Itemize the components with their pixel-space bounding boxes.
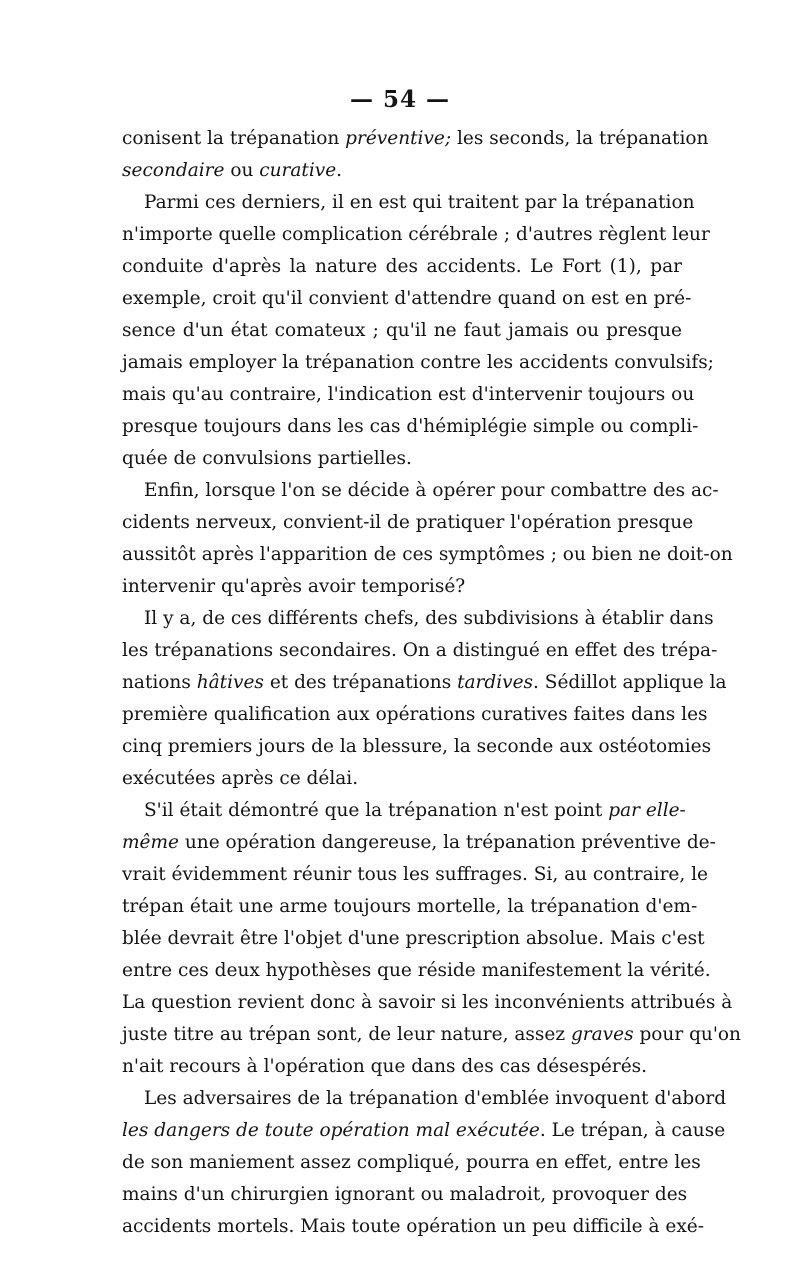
text-line: Parmi ces derniers, il en est qui traitent par la trépanation bbox=[144, 192, 695, 213]
text-line: Il y a, de ces différents chefs, des subdivisions à établir dans bbox=[144, 608, 714, 629]
text-line: exécutées après ce délai. bbox=[122, 768, 359, 789]
text-line: aussitôt après l'apparition de ces symptômes ; ou bien ne doit-on bbox=[122, 544, 733, 565]
text-line: vrait évidemment réunir tous les suffrages. Si, au contraire, le bbox=[122, 864, 708, 885]
text-line: Les adversaires de la trépanation d'emblée invoquent d'abord bbox=[144, 1088, 727, 1109]
text-line: cidents nerveux, convient-il de pratiquer l'opération presque bbox=[122, 512, 694, 533]
text-line: mais qu'au contraire, l'indication est d'intervenir toujours ou bbox=[122, 384, 695, 405]
text-line: quée de convulsions partielles. bbox=[122, 448, 412, 469]
text-line: juste titre au trépan sont, de leur nature, assez graves pour qu'on bbox=[122, 1024, 741, 1045]
text-line: conduite d'après la nature des accidents. Le Fort (1), par bbox=[122, 256, 682, 277]
text-line: n'importe quelle complication cérébrale ; d'autres règlent leur bbox=[122, 224, 710, 245]
text-line: nations hâtives et des trépanations tardives. Sédillot applique la bbox=[122, 672, 727, 693]
text-line: La question revient donc à savoir si les inconvénients attribués à bbox=[122, 992, 733, 1013]
text-line: de son maniement assez compliqué, pourra en effet, entre les bbox=[122, 1152, 701, 1173]
text-line: exemple, croit qu'il convient d'attendre quand on est en pré- bbox=[122, 288, 692, 309]
text-line: les trépanations secondaires. On a distingué en effet des trépa- bbox=[122, 640, 718, 661]
text-line: jamais employer la trépanation contre les accidents convulsifs; bbox=[122, 352, 714, 373]
text-line: intervenir qu'après avoir temporisé? bbox=[122, 576, 466, 597]
text-line: accidents mortels. Mais toute opération un peu difficile à exé- bbox=[122, 1216, 704, 1237]
text-line: presque toujours dans les cas d'hémiplégie simple ou compli- bbox=[122, 416, 699, 437]
text-line: blée devrait être l'objet d'une prescription absolue. Mais c'est bbox=[122, 928, 705, 949]
text-line: Enfin, lorsque l'on se décide à opérer pour combattre des ac- bbox=[144, 480, 719, 501]
text-line: trépan était une arme toujours mortelle, la trépanation d'em- bbox=[122, 896, 698, 917]
text-line: même une opération dangereuse, la trépanation préventive de- bbox=[122, 832, 716, 853]
text-line: conisent la trépanation préventive; les seconds, la trépanation bbox=[122, 128, 709, 149]
text-line: entre ces deux hypothèses que réside manifestement la vérité. bbox=[122, 960, 711, 981]
text-line: secondaire ou curative. bbox=[122, 160, 343, 181]
text-line: les dangers de toute opération mal exécutée. Le trépan, à cause bbox=[122, 1120, 726, 1141]
text-line: S'il était démontré que la trépanation n'est point par elle- bbox=[144, 800, 686, 821]
text-line: première qualification aux opérations curatives faites dans les bbox=[122, 704, 708, 725]
page-number: — 54 — bbox=[349, 86, 451, 113]
text-line: n'ait recours à l'opération que dans des cas désespérés. bbox=[122, 1056, 648, 1077]
text-line: mains d'un chirurgien ignorant ou maladroit, provoquer des bbox=[122, 1184, 688, 1205]
text-line: cinq premiers jours de la blessure, la seconde aux ostéotomies bbox=[122, 736, 712, 757]
text-line: sence d'un état comateux ; qu'il ne faut jamais ou presque bbox=[122, 320, 682, 341]
